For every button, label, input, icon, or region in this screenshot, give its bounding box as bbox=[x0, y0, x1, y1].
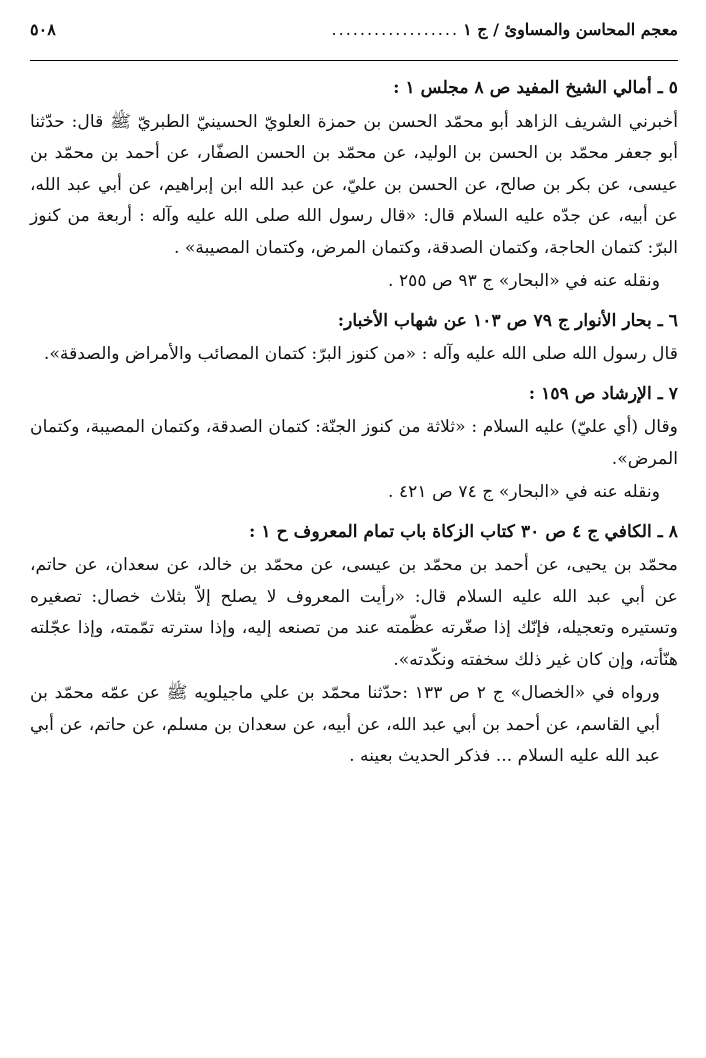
section-title: ٥ ـ أمالي الشيخ المفيد ص ٨ مجلس ١ : bbox=[393, 78, 678, 98]
section-title: ٨ ـ الكافي ج ٤ ص ٣٠ كتاب الزكاة باب تمام المعروف ح ١ : bbox=[249, 521, 678, 542]
section-note: ونقله عنه في «البحار» ج ٩٣ ص ٢٥٥ . bbox=[388, 271, 660, 291]
section-8 bbox=[30, 517, 678, 773]
section-body: قال رسول الله صلى الله عليه وآله : «من كنوز البرّ: كتمان المصائب والأمراض والصدقة». bbox=[43, 344, 678, 364]
page-number-group bbox=[332, 20, 678, 39]
section-title: ٧ ـ الإرشاد ص ١٥٩ : bbox=[528, 383, 678, 404]
page-number: ٥٠٨ bbox=[30, 20, 56, 39]
page-header bbox=[30, 20, 678, 61]
book-page bbox=[30, 20, 678, 1042]
leader-dots: .................. bbox=[331, 20, 460, 39]
section-note: ونقله عنه في «البحار» ج ٧٤ ص ٤٢١ . bbox=[388, 482, 660, 502]
section-body: وقال (أي عليّ) عليه السلام : «ثلاثة من كنوز الجنّة: كتمان الصدقة، وكتمان المصيبة، وكتمان المرض». bbox=[30, 417, 678, 469]
section-body: محمّد بن يحيى، عن أحمد بن محمّد بن عيسى، عن محمّد بن خالد، عن سعدان، عن حاتم، عن أبي عبد الله عليه السلام قال: «رأيت المعروف لا يصلح إلاّ بثلاث خصال: تصغيره وتستيره وتعجيله، فإنّك إذا صغّرته عظّمته عند من تصنعه إليه، وإذا سترته تمّمته، وإذا عجّلته هنّأته، وإن كان غير ذلك سخفته ونكّدته». bbox=[30, 555, 678, 670]
section-body: أخبرني الشريف الزاهد أبو محمّد الحسن بن حمزة العلويّ الحسينيّ الطبريّ ﷺ قال: حدّثنا أبو جعفر محمّد بن الحسن بن الوليد، عن محمّد بن الحسن الصفّار، عن أحمد بن محمّد بن عيسى، عن بكر بن صالح، عن الحسن بن عليّ، عن عبد الله ابن إبراهيم، عن أبي عبد الله، عن أبيه، عن جدّه عليه السلام قال: «قال رسول الله صلى الله عليه وآله : أربعة من كنوز البرّ: كتمان الحاجة، وكتمان الصدقة، وكتمان المرض، وكتمان المصيبة» . bbox=[30, 111, 678, 258]
section-7 bbox=[30, 379, 678, 509]
section-title: ٦ ـ بحار الأنوار ج ٧٩ ص ١٠٣ عن شهاب الأخبار: bbox=[337, 310, 678, 331]
book-title: معجم المحاسن والمساوئ / ج ١ bbox=[463, 20, 678, 39]
page-content bbox=[30, 73, 678, 773]
section-5 bbox=[30, 73, 678, 298]
section-note: ورواه في «الخصال» ج ٢ ص ١٣٣ :حدّثنا محمّد بن علي ماجيلويه ﷺ عن عمّه محمّد بن أبي القاسم، عن أحمد بن أبي عبد الله، عن أبيه، عن سعدان بن مسلم، عن حاتم، عن أبي عبد الله عليه السلام ... فذكر الحديث بعينه . bbox=[30, 683, 660, 766]
section-6 bbox=[30, 306, 678, 371]
